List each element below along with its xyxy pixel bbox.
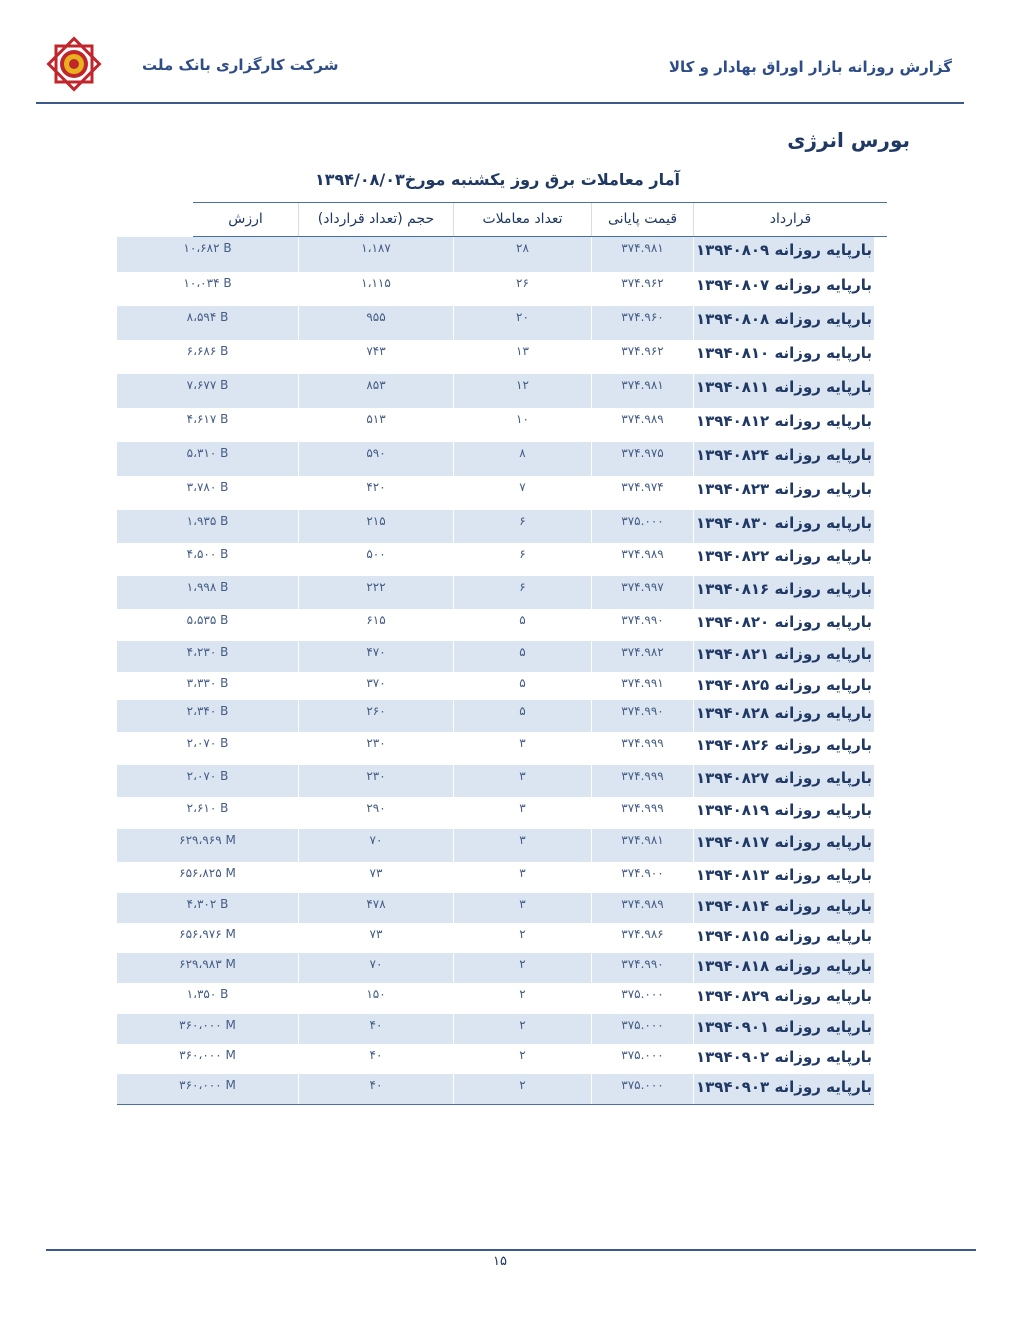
page-header: [36, 28, 964, 104]
section-title: بورس انرژی: [787, 128, 910, 152]
table-row: [117, 700, 874, 732]
table-row: [117, 306, 874, 340]
cell-contract: بارپایه روزانه ۱۳۹۴۰۸۰۷: [693, 272, 874, 306]
table-row: [117, 862, 874, 893]
cell-volume: ۴۰: [298, 1044, 453, 1074]
cell-value: ۱۰،۶۸۲ B: [183, 241, 232, 255]
table-row: [117, 672, 874, 700]
cell-volume: ۳۷۰: [298, 672, 453, 700]
table-row: [117, 609, 874, 641]
table-row: [117, 893, 874, 923]
cell-trade-count: ۳: [453, 829, 591, 862]
cell-contract: بارپایه روزانه ۱۳۹۴۰۸۲۸: [693, 700, 874, 732]
page-number: ۱۵: [493, 1254, 507, 1269]
cell-trade-count: ۱۲: [453, 374, 591, 408]
table-row: [117, 641, 874, 672]
table-row: [117, 923, 874, 953]
cell-value: ۳،۳۳۰ B: [186, 676, 229, 690]
cell-trade-count: ۲: [453, 1074, 591, 1104]
cell-trade-count: ۶: [453, 510, 591, 543]
cell-trade-count: ۳: [453, 893, 591, 923]
cell-value: ۲،۳۴۰ B: [186, 704, 229, 718]
cell-volume: ۷۰: [298, 829, 453, 862]
company-name: شرکت کارگزاری بانک ملت: [142, 56, 339, 74]
cell-trade-count: ۲۸: [453, 237, 591, 272]
cell-trade-count: ۳: [453, 732, 591, 765]
cell-trade-count: ۳: [453, 765, 591, 797]
cell-trade-count: ۲: [453, 923, 591, 953]
table-row: [117, 237, 874, 272]
cell-volume: ۸۵۳: [298, 374, 453, 408]
cell-trade-count: ۵: [453, 700, 591, 732]
table-row: [117, 340, 874, 374]
cell-volume: ۵۰۰: [298, 543, 453, 576]
cell-final-price: ۳۷۴.۹۶۲: [591, 272, 693, 306]
cell-trade-count: ۳: [453, 862, 591, 893]
cell-final-price: ۳۷۴.۹۹۱: [591, 672, 693, 700]
cell-contract: بارپایه روزانه ۱۳۹۴۰۸۱۱: [693, 374, 874, 408]
cell-trade-count: ۲۶: [453, 272, 591, 306]
cell-final-price: ۳۷۴.۹۰۰: [591, 862, 693, 893]
cell-value: ۷،۶۷۷ B: [186, 378, 229, 392]
table-row: [117, 1014, 874, 1044]
table-header: [193, 202, 887, 237]
column-header-value: ارزش: [228, 211, 263, 227]
cell-volume: ۲۶۰: [298, 700, 453, 732]
cell-value: ۸،۵۹۴ B: [186, 310, 229, 324]
cell-value: ۶۲۹،۹۸۳ M: [179, 957, 236, 971]
cell-final-price: ۳۷۴.۹۹۰: [591, 609, 693, 641]
cell-trade-count: ۱۳: [453, 340, 591, 374]
footer-divider: [46, 1249, 976, 1251]
cell-trade-count: ۲: [453, 953, 591, 983]
cell-contract: بارپایه روزانه ۱۳۹۴۰۸۲۱: [693, 641, 874, 672]
cell-volume: ۶۱۵: [298, 609, 453, 641]
table-row: [117, 1044, 874, 1074]
cell-final-price: ۳۷۵.۰۰۰: [591, 983, 693, 1014]
cell-contract: بارپایه روزانه ۱۳۹۴۰۸۱۸: [693, 953, 874, 983]
table-row: [117, 829, 874, 862]
column-header-contract: قرارداد: [693, 203, 887, 236]
column-header-trade-count: تعداد معاملات: [453, 203, 591, 236]
cell-value: ۲،۰۷۰ B: [186, 736, 229, 750]
cell-contract: بارپایه روزانه ۱۳۹۴۰۸۲۲: [693, 543, 874, 576]
cell-volume: ۷۰: [298, 953, 453, 983]
cell-value: ۶۲۹،۹۶۹ M: [179, 833, 236, 847]
cell-value: ۶۵۶،۸۲۵ M: [179, 866, 236, 880]
cell-volume: ۴۷۸: [298, 893, 453, 923]
cell-value: ۴،۶۱۷ B: [186, 412, 229, 426]
cell-value: ۱،۳۵۰ B: [186, 987, 229, 1001]
cell-contract: بارپایه روزانه ۱۳۹۴۰۸۱۲: [693, 408, 874, 442]
cell-value: ۶۵۶،۹۷۶ M: [179, 927, 236, 941]
cell-contract: بارپایه روزانه ۱۳۹۴۰۸۳۰: [693, 510, 874, 543]
bank-mellat-logo: [42, 32, 106, 96]
cell-trade-count: ۵: [453, 641, 591, 672]
cell-trade-count: ۲: [453, 983, 591, 1014]
cell-value: ۴،۲۳۰ B: [186, 645, 229, 659]
electricity-trades-table: [117, 237, 874, 1105]
cell-trade-count: ۶: [453, 576, 591, 609]
cell-value: ۳۶۰،۰۰۰ M: [179, 1018, 236, 1032]
cell-volume: ۲۳۰: [298, 765, 453, 797]
cell-volume: ۷۳: [298, 862, 453, 893]
cell-contract: بارپایه روزانه ۱۳۹۴۰۸۱۹: [693, 797, 874, 829]
cell-contract: بارپایه روزانه ۱۳۹۴۰۸۲۴: [693, 442, 874, 476]
cell-final-price: ۳۷۵.۰۰۰: [591, 1074, 693, 1104]
cell-trade-count: ۵: [453, 609, 591, 641]
cell-volume: ۲۳۰: [298, 732, 453, 765]
cell-volume: ۲۲۲: [298, 576, 453, 609]
cell-final-price: ۳۷۵.۰۰۰: [591, 510, 693, 543]
cell-value: ۶،۶۸۶ B: [186, 344, 229, 358]
table-row: [117, 797, 874, 829]
cell-volume: ۴۷۰: [298, 641, 453, 672]
cell-final-price: ۳۷۴.۹۸۹: [591, 408, 693, 442]
report-title: گزارش روزانه بازار اوراق بهادار و کالا: [668, 58, 952, 76]
cell-volume: ۷۳: [298, 923, 453, 953]
cell-contract: بارپایه روزانه ۱۳۹۴۰۹۰۱: [693, 1014, 874, 1044]
cell-contract: بارپایه روزانه ۱۳۹۴۰۸۱۳: [693, 862, 874, 893]
cell-final-price: ۳۷۵.۰۰۰: [591, 1044, 693, 1074]
cell-trade-count: ۶: [453, 543, 591, 576]
table-row: [117, 408, 874, 442]
cell-contract: بارپایه روزانه ۱۳۹۴۰۸۱۰: [693, 340, 874, 374]
table-caption: آمار معاملات برق روز یکشنبه مورخ۱۳۹۴/۰۸/۰۳: [314, 170, 680, 189]
cell-contract: بارپایه روزانه ۱۳۹۴۰۸۲۳: [693, 476, 874, 510]
cell-volume: ۴۲۰: [298, 476, 453, 510]
cell-value: ۲،۶۱۰ B: [186, 801, 229, 815]
cell-volume: ۴۰: [298, 1014, 453, 1044]
cell-contract: بارپایه روزانه ۱۳۹۴۰۸۰۸: [693, 306, 874, 340]
cell-volume: ۵۱۳: [298, 408, 453, 442]
cell-volume: ۲۹۰: [298, 797, 453, 829]
cell-contract: بارپایه روزانه ۱۳۹۴۰۸۱۶: [693, 576, 874, 609]
cell-contract: بارپایه روزانه ۱۳۹۴۰۸۲۶: [693, 732, 874, 765]
cell-final-price: ۳۷۴.۹۹۰: [591, 700, 693, 732]
cell-volume: ۱۵۰: [298, 983, 453, 1014]
cell-trade-count: ۲۰: [453, 306, 591, 340]
table-row: [117, 374, 874, 408]
cell-trade-count: ۳: [453, 797, 591, 829]
cell-contract: بارپایه روزانه ۱۳۹۴۰۸۰۹: [693, 237, 874, 272]
table-row: [117, 576, 874, 609]
table-row: [117, 442, 874, 476]
cell-final-price: ۳۷۴.۹۹۷: [591, 576, 693, 609]
cell-value: ۱،۹۳۵ B: [186, 514, 229, 528]
cell-trade-count: ۵: [453, 672, 591, 700]
table-row: [117, 765, 874, 797]
cell-volume: ۷۴۳: [298, 340, 453, 374]
cell-value: ۳۶۰،۰۰۰ M: [179, 1078, 236, 1092]
cell-value: ۱۰،۰۳۴ B: [183, 276, 232, 290]
cell-final-price: ۳۷۴.۹۸۱: [591, 829, 693, 862]
cell-volume: ۲۱۵: [298, 510, 453, 543]
table-row: [117, 510, 874, 543]
cell-contract: بارپایه روزانه ۱۳۹۴۰۸۲۷: [693, 765, 874, 797]
cell-contract: بارپایه روزانه ۱۳۹۴۰۸۲۹: [693, 983, 874, 1014]
cell-value: ۳۶۰،۰۰۰ M: [179, 1048, 236, 1062]
cell-final-price: ۳۷۴.۹۸۹: [591, 893, 693, 923]
cell-final-price: ۳۷۴.۹۸۲: [591, 641, 693, 672]
cell-final-price: ۳۷۴.۹۷۴: [591, 476, 693, 510]
cell-volume: ۱،۱۸۷: [298, 237, 453, 272]
cell-value: ۴،۳۰۲ B: [186, 897, 229, 911]
table-row: [117, 953, 874, 983]
cell-contract: بارپایه روزانه ۱۳۹۴۰۸۱۴: [693, 893, 874, 923]
cell-trade-count: ۱۰: [453, 408, 591, 442]
cell-value: ۲،۰۷۰ B: [186, 769, 229, 783]
table-row: [117, 983, 874, 1014]
cell-final-price: ۳۷۴.۹۹۹: [591, 732, 693, 765]
cell-contract: بارپایه روزانه ۱۳۹۴۰۸۱۵: [693, 923, 874, 953]
cell-value: ۵،۵۳۵ B: [186, 613, 229, 627]
cell-volume: ۴۰: [298, 1074, 453, 1104]
cell-volume: ۹۵۵: [298, 306, 453, 340]
cell-volume: ۵۹۰: [298, 442, 453, 476]
cell-final-price: ۳۷۴.۹۸۹: [591, 543, 693, 576]
cell-final-price: ۳۷۴.۹۶۲: [591, 340, 693, 374]
cell-trade-count: ۷: [453, 476, 591, 510]
table-row: [117, 272, 874, 306]
cell-contract: بارپایه روزانه ۱۳۹۴۰۸۱۷: [693, 829, 874, 862]
cell-value: ۱،۹۹۸ B: [186, 580, 229, 594]
cell-trade-count: ۸: [453, 442, 591, 476]
cell-trade-count: ۲: [453, 1014, 591, 1044]
cell-final-price: ۳۷۴.۹۹۹: [591, 765, 693, 797]
table-row: [117, 732, 874, 765]
cell-volume: ۱،۱۱۵: [298, 272, 453, 306]
table-row: [117, 476, 874, 510]
cell-final-price: ۳۷۴.۹۶۰: [591, 306, 693, 340]
cell-final-price: ۳۷۴.۹۸۱: [591, 374, 693, 408]
cell-value: ۳،۷۸۰ B: [186, 480, 229, 494]
column-header-volume: حجم (تعداد قرارداد): [298, 203, 453, 236]
cell-trade-count: ۲: [453, 1044, 591, 1074]
cell-final-price: ۳۷۴.۹۸۱: [591, 237, 693, 272]
cell-value: ۴،۵۰۰ B: [186, 547, 229, 561]
table-row: [117, 1074, 874, 1104]
cell-contract: بارپایه روزانه ۱۳۹۴۰۸۲۰: [693, 609, 874, 641]
cell-contract: بارپایه روزانه ۱۳۹۴۰۹۰۳: [693, 1074, 874, 1104]
cell-contract: بارپایه روزانه ۱۳۹۴۰۹۰۲: [693, 1044, 874, 1074]
cell-final-price: ۳۷۵.۰۰۰: [591, 1014, 693, 1044]
cell-final-price: ۳۷۴.۹۹۹: [591, 797, 693, 829]
cell-value: ۵،۳۱۰ B: [186, 446, 229, 460]
table-row: [117, 543, 874, 576]
column-header-final-price: قیمت پایانی: [591, 203, 693, 236]
cell-final-price: ۳۷۴.۹۷۵: [591, 442, 693, 476]
cell-contract: بارپایه روزانه ۱۳۹۴۰۸۲۵: [693, 672, 874, 700]
cell-final-price: ۳۷۴.۹۸۶: [591, 923, 693, 953]
cell-final-price: ۳۷۴.۹۹۰: [591, 953, 693, 983]
